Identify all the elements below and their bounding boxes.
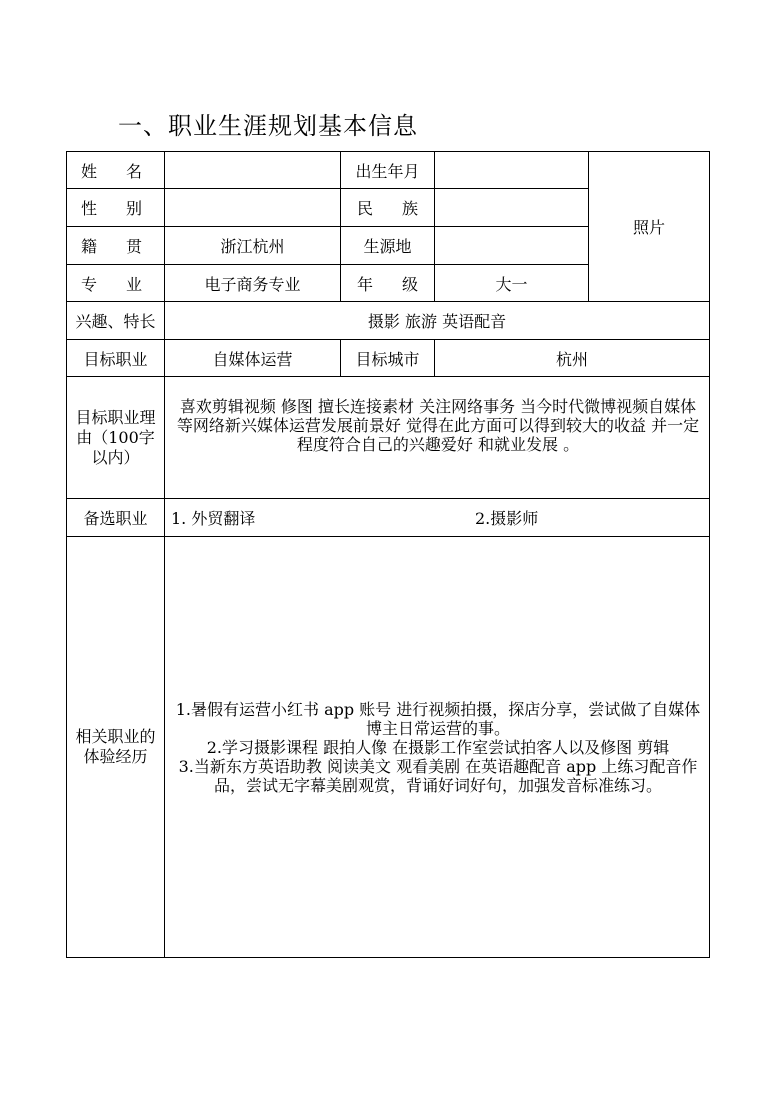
row-experience xyxy=(67,537,710,958)
target-job-label: 目标职业 xyxy=(67,340,165,377)
major-label: 专 业 xyxy=(67,265,165,302)
experience-item-2: 2.学习摄影课程 跟拍人像 在摄影工作室尝试拍客人以及修图 剪辑 xyxy=(206,737,670,757)
experience-item-3: 3.当新东方英语助教 阅读美文 观看美剧 在英语趣配音 app 上练习配音作品，尝试无字幕美剧观赏，背诵好词好句，加强发音标准练习。 xyxy=(178,756,698,795)
grade-label: 年 级 xyxy=(341,265,435,302)
alternative-label: 备选职业 xyxy=(67,499,165,537)
row-target xyxy=(67,340,710,377)
name-label: 姓 名 xyxy=(67,152,165,189)
grade-value: 大一 xyxy=(435,265,589,302)
origin-value: 浙江杭州 xyxy=(165,227,341,265)
reason-label: 目标职业理由（100字以内） xyxy=(67,377,165,499)
target-city-value: 杭州 xyxy=(435,340,710,377)
alternative-item-2: 2.摄影师 xyxy=(475,509,539,528)
interests-value: 摄影 旅游 英语配音 xyxy=(165,302,710,340)
experience-item-1: 1.暑假有运营小红书 app 账号 进行视频拍摄，探店分享，尝试做了自媒体博主日常运营的事。 xyxy=(175,699,701,738)
gender-label: 性 别 xyxy=(67,189,165,227)
page-title: 一、职业生涯规划基本信息 xyxy=(118,112,418,140)
origin-label: 籍 贯 xyxy=(67,227,165,265)
alternative-values xyxy=(165,499,710,537)
name-field[interactable] xyxy=(165,152,341,189)
target-job-value: 自媒体运营 xyxy=(165,340,341,377)
birth-field[interactable] xyxy=(435,152,589,189)
photo-cell: 照片 xyxy=(589,152,710,302)
ethnicity-label: 民 族 xyxy=(341,189,435,227)
row-alternative xyxy=(67,499,710,537)
target-city-label: 目标城市 xyxy=(341,340,435,377)
alternative-item-1: 1. 外贸翻译 xyxy=(171,509,256,528)
ethnicity-field[interactable] xyxy=(435,189,589,227)
interests-label: 兴趣、特长 xyxy=(67,302,165,340)
gender-field[interactable] xyxy=(165,189,341,227)
source-label: 生源地 xyxy=(341,227,435,265)
birth-label: 出生年月 xyxy=(341,152,435,189)
reason-text: 喜欢剪辑视频 修图 擅长连接素材 关注网络事务 当今时代微博视频自媒体等网络新兴媒体运营发展前景好 觉得在此方面可以得到较大的收益 并一定程度符合自己的兴趣爱好 和就业发展 。 xyxy=(165,377,710,499)
source-field[interactable] xyxy=(435,227,589,265)
experience-label: 相关职业的体验经历 xyxy=(67,537,165,958)
row-reason xyxy=(67,377,710,499)
row-interests xyxy=(67,302,710,340)
career-info-table xyxy=(66,151,710,958)
row-name xyxy=(67,152,710,189)
major-value: 电子商务专业 xyxy=(165,265,341,302)
experience-text xyxy=(165,537,710,958)
